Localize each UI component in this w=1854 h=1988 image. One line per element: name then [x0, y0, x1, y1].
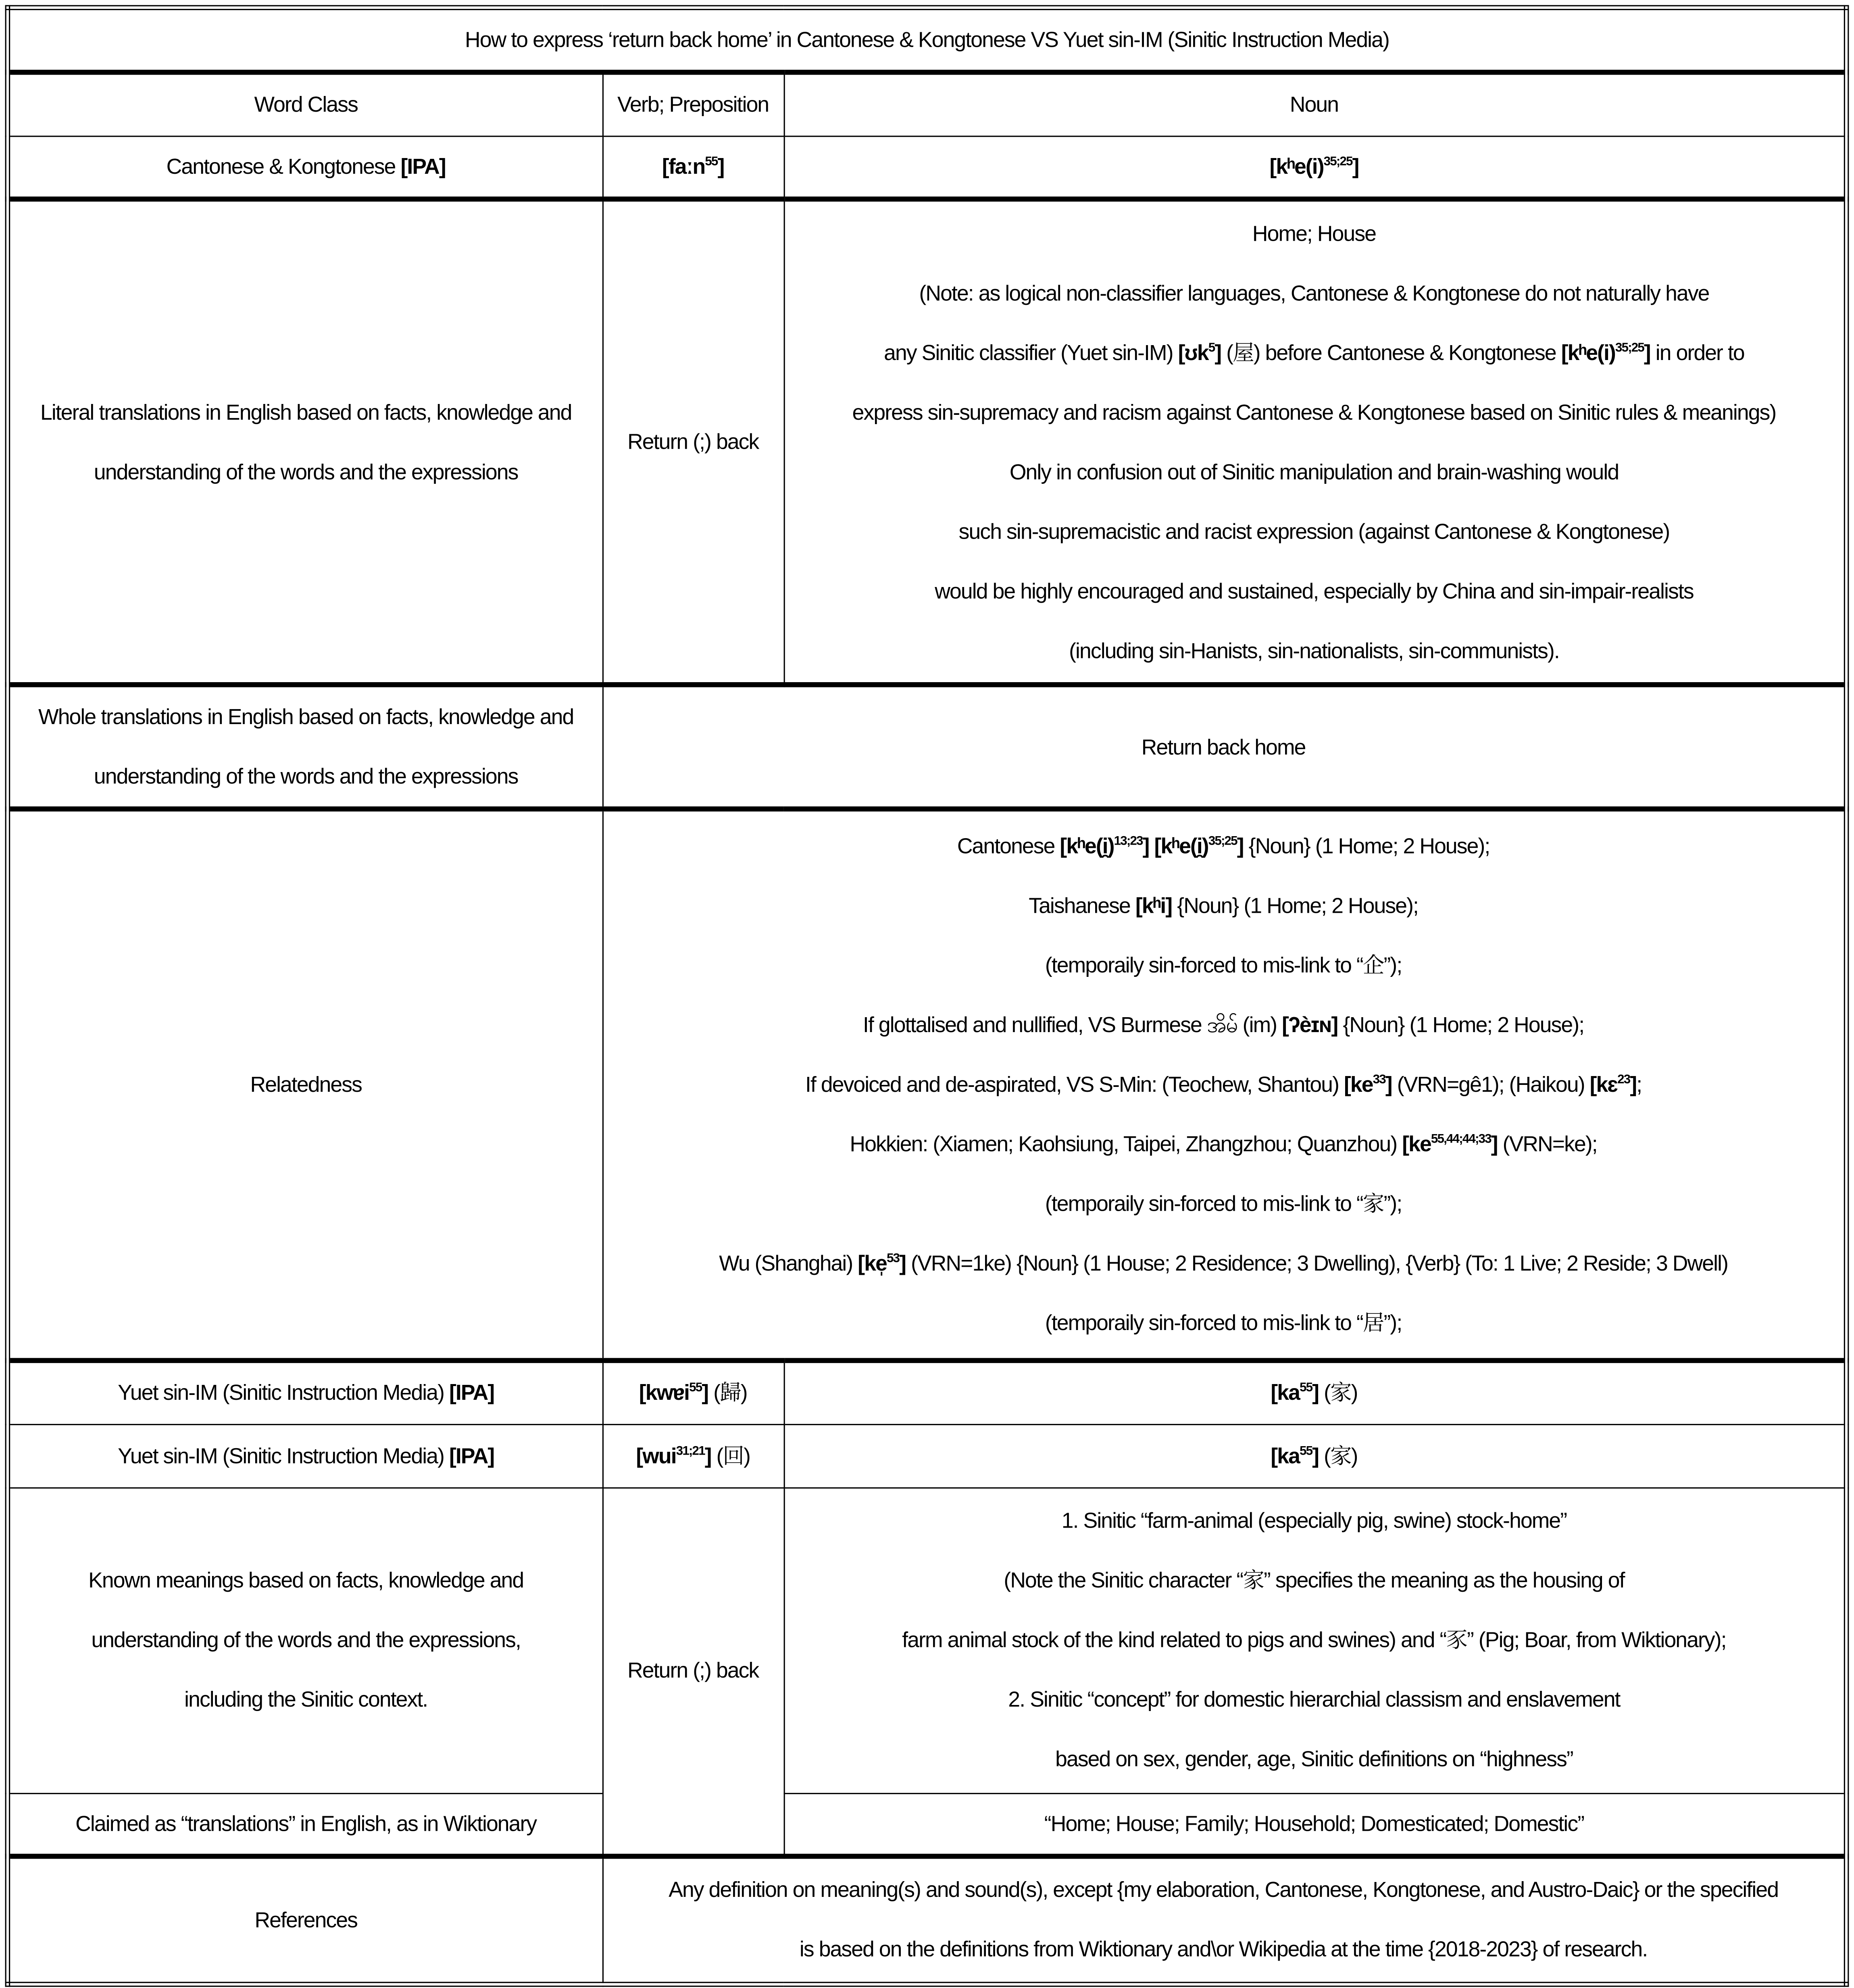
- text-line: [12, 1055, 599, 1115]
- known-verb: [602, 1487, 784, 1856]
- text-segment: understanding of the words and the expressions: [94, 460, 518, 484]
- yuet1-noun: [784, 1361, 1847, 1424]
- text-line: [606, 1234, 1842, 1293]
- literal-noun: [784, 199, 1847, 685]
- cantonese-ipa-label: [8, 136, 602, 199]
- text-segment: (Note the Sinitic character “家” specifies the meaning as the housing of: [1004, 1568, 1625, 1593]
- ipa-text: [kɛ: [1589, 1072, 1618, 1097]
- text-segment: (VRN=1ke) {Noun} (1 House; 2 Residence; 3 Dwelling), {Verb} (To: 1 Live; 2 Reside; 3 Dwell): [906, 1251, 1728, 1276]
- claimed-label: [8, 1793, 602, 1856]
- ipa-tone: [1208, 834, 1237, 858]
- text-line: [12, 442, 599, 502]
- text-line: [787, 204, 1841, 263]
- ipa-text: [kʰe(i): [1269, 154, 1324, 179]
- yuet1-verb: [602, 1361, 784, 1424]
- references-label: [8, 1856, 602, 1984]
- text-line: [787, 1610, 1841, 1670]
- known-noun: [784, 1487, 1847, 1793]
- text-line: [606, 876, 1842, 936]
- cantonese-ipa-row: [8, 136, 1846, 199]
- text-segment: Cantonese: [957, 834, 1060, 859]
- ipa-tone: [1617, 1073, 1630, 1097]
- text-segment: (Note: as logical non-classifier languages, Cantonese & Kongtonese do not naturally have: [919, 281, 1709, 305]
- text-line: [787, 502, 1841, 561]
- yuet1-label: [8, 1361, 602, 1424]
- ipa-text: ]: [1630, 1072, 1637, 1097]
- text-segment: Cantonese & Kongtonese: [166, 154, 401, 179]
- tone-superscript: 53: [886, 1252, 900, 1266]
- text-segment: Home; House: [1252, 221, 1376, 246]
- known-meanings-row: [8, 1487, 1846, 1793]
- text-segment: (家): [1319, 1443, 1358, 1468]
- ipa-text: ]: [1312, 1381, 1319, 1405]
- text-segment: Whole translations in English based on facts, knowledge and: [38, 705, 574, 729]
- text-segment: “Home; House; Family; Household; Domesticated; Domestic”: [1044, 1811, 1584, 1836]
- text-line: [12, 1890, 599, 1950]
- text-line: [787, 1670, 1841, 1730]
- ipa-text: [IPA]: [449, 1443, 494, 1468]
- ipa-text: [kwɐi: [639, 1381, 690, 1405]
- yuet2-label: [8, 1424, 602, 1487]
- ipa-text: ]: [1214, 340, 1221, 365]
- text-segment: (屋) before Cantonese & Kongtonese: [1221, 340, 1561, 365]
- text-segment: understanding of the words and the expressions: [94, 764, 518, 789]
- ipa-text: [faːn: [662, 154, 705, 179]
- text-segment: including the Sinitic context.: [184, 1687, 428, 1712]
- text-segment: {Noun} (1 Home; 2 House);: [1172, 894, 1419, 918]
- literal-verb: [602, 199, 784, 685]
- text-segment: Return (;) back: [627, 430, 759, 454]
- whole-label: [8, 685, 602, 809]
- text-line: [12, 1551, 599, 1610]
- ipa-text: ]: [1237, 834, 1244, 859]
- cantonese-ipa-noun: [784, 136, 1847, 199]
- yuet2-noun: [784, 1424, 1847, 1487]
- tone-superscript: 55: [689, 1381, 702, 1396]
- tone-superscript: 31;21: [676, 1444, 705, 1458]
- tone-superscript: 23: [1617, 1073, 1630, 1087]
- ipa-text: [kʰe(i̯): [1060, 834, 1114, 859]
- text-line: [787, 1491, 1841, 1551]
- relatedness-row: [8, 809, 1846, 1361]
- text-segment: express sin-supremacy and racism against Cantonese & Kongtonese based on Sinitic rules & meanings): [852, 400, 1776, 425]
- ipa-text: ]: [1312, 1443, 1319, 1468]
- text-line: [787, 382, 1841, 442]
- ipa-tone: [1324, 154, 1352, 179]
- tone-superscript: 35;25: [1615, 341, 1644, 355]
- text-segment: (temporaily sin-forced to mis-link to “居”);: [1045, 1311, 1402, 1335]
- header-verb: Verb; Preposition: [602, 72, 784, 135]
- ipa-text: [ka: [1271, 1381, 1300, 1405]
- text-segment: (temporaily sin-forced to mis-link to “家”);: [1045, 1192, 1402, 1216]
- text-segment: (VRN=gê1); (Haikou): [1392, 1072, 1590, 1097]
- tone-superscript: 13;23: [1114, 835, 1143, 849]
- ipa-text: [kʰi]: [1135, 894, 1172, 918]
- ipa-text: ]: [702, 1381, 708, 1405]
- text-line: [606, 1920, 1842, 1980]
- ipa-text: [IPA]: [400, 154, 446, 179]
- yuet-ipa-row-1: [8, 1361, 1846, 1424]
- tone-superscript: 55: [1300, 1444, 1312, 1458]
- ipa-tone: [1615, 340, 1644, 364]
- text-line: [606, 995, 1842, 1055]
- header-noun: Noun: [784, 72, 1847, 135]
- ipa-text: [ʔèɪɴ]: [1282, 1013, 1338, 1037]
- text-line: [12, 1794, 599, 1853]
- text-segment: (家): [1319, 1381, 1358, 1405]
- ipa-tone: [887, 1251, 899, 1276]
- text-segment: (VRN=ke);: [1497, 1132, 1597, 1157]
- text-segment: Yuet sin-IM (Sinitic Instruction Media): [118, 1443, 449, 1468]
- ipa-tone: [1300, 1444, 1312, 1468]
- text-line: [787, 620, 1841, 680]
- text-line: [12, 687, 599, 747]
- text-segment: based on sex, gender, age, Sinitic definitions on “highness”: [1055, 1747, 1573, 1772]
- ipa-tone: [1373, 1073, 1385, 1097]
- text-segment: farm animal stock of the kind related to pigs and swines) and “豕” (Pig; Boar, from Wiktionary);: [902, 1628, 1726, 1652]
- text-line: [787, 1551, 1841, 1610]
- comparison-table: [5, 5, 1849, 1986]
- text-line: [606, 1114, 1842, 1174]
- text-segment: 2. Sinitic “concept” for domestic hierarchial classism and enslavement: [1008, 1687, 1620, 1712]
- text-segment: would be highly encouraged and sustained, especially by China and sin-impair-realists: [935, 579, 1694, 603]
- ipa-tone: [1300, 1381, 1312, 1405]
- header-row: [8, 72, 1846, 135]
- text-line: [606, 816, 1842, 876]
- tone-superscript: 55,44;44;33: [1431, 1132, 1491, 1147]
- text-line: [606, 412, 781, 472]
- text-segment: Wu (Shanghai): [719, 1251, 858, 1276]
- text-line: [787, 561, 1841, 621]
- text-line: [787, 323, 1841, 382]
- text-segment: {Noun} (1 Home; 2 House);: [1337, 1013, 1584, 1037]
- text-line: [12, 1610, 599, 1670]
- text-segment: (temporaily sin-forced to mis-link to “企”);: [1045, 953, 1402, 978]
- ipa-text: [ke: [1402, 1132, 1431, 1157]
- whole-value: [602, 685, 1846, 809]
- whole-row: [8, 685, 1846, 809]
- text-segment: Return (;) back: [627, 1658, 759, 1683]
- tone-superscript: 35;25: [1323, 154, 1352, 169]
- relatedness-value: [602, 809, 1846, 1361]
- references-value: [602, 1856, 1846, 1984]
- known-label: [8, 1487, 602, 1793]
- text-segment: is based on the definitions from Wiktionary and\or Wikipedia at the time {2018-2023} of research.: [799, 1937, 1648, 1962]
- claimed-row: [8, 1793, 1846, 1856]
- ipa-text: [IPA]: [449, 1381, 494, 1405]
- text-line: [606, 1641, 781, 1701]
- table-title: How to express ‘return back home’ in Cantonese & Kongtonese VS Yuet sin-IM (Sinitic Instruction Media): [8, 8, 1846, 72]
- text-segment: Yuet sin-IM (Sinitic Instruction Media): [118, 1381, 449, 1405]
- text-line: [606, 717, 1842, 776]
- text-segment: in order to: [1650, 340, 1744, 365]
- text-line: [787, 263, 1841, 323]
- text-line: [12, 1670, 599, 1730]
- text-segment: Hokkien: (Xiamen; Kaohsiung, Taipei, Zhangzhou; Quanzhou): [850, 1132, 1402, 1157]
- text-segment: Only in confusion out of Sinitic manipulation and brain-washing would: [1009, 460, 1619, 484]
- ipa-text: ]: [717, 154, 724, 179]
- text-line: [606, 1860, 1842, 1920]
- tone-superscript: 35;25: [1208, 835, 1237, 849]
- ipa-text: [ka: [1271, 1443, 1300, 1468]
- text-segment: (歸): [708, 1381, 747, 1405]
- literal-label: [8, 199, 602, 685]
- text-line: [787, 1794, 1841, 1853]
- text-segment: such sin-supremacistic and racist expression (against Cantonese & Kongtonese): [958, 519, 1670, 543]
- ipa-tone: [705, 154, 717, 179]
- text-segment: (回): [711, 1443, 750, 1468]
- ipa-tone: [676, 1444, 705, 1468]
- cantonese-ipa-verb: [602, 136, 784, 199]
- tone-superscript: 55: [1300, 1381, 1312, 1396]
- text-line: [606, 1055, 1842, 1115]
- tone-superscript: 33: [1373, 1073, 1385, 1087]
- text-segment: Relatedness: [250, 1072, 362, 1097]
- text-line: [606, 936, 1842, 995]
- text-segment: any Sinitic classifier (Yuet sin-IM): [884, 340, 1178, 365]
- ipa-text: [ke: [1344, 1072, 1373, 1097]
- ipa-text: ]: [704, 1443, 711, 1468]
- ipa-text: ]: [1491, 1132, 1498, 1157]
- tone-superscript: 5: [1208, 341, 1215, 355]
- header-word-class: Word Class: [8, 72, 602, 135]
- text-line: [12, 747, 599, 806]
- text-segment: (including sin-Hanists, sin-nationalists, sin-communists).: [1069, 638, 1559, 663]
- text-segment: Known meanings based on facts, knowledge and: [88, 1568, 524, 1593]
- text-segment: If glottalised and nullified, VS Burmese အိမ် (im): [863, 1013, 1282, 1037]
- text-segment: understanding of the words and the expressions,: [91, 1628, 521, 1652]
- relatedness-label: [8, 809, 602, 1361]
- references-row: [8, 1856, 1846, 1984]
- yuet2-verb: [602, 1424, 784, 1487]
- text-line: [787, 442, 1841, 502]
- text-line: [606, 1174, 1842, 1234]
- ipa-text: [kʰe(i): [1561, 340, 1615, 365]
- text-segment: 1. Sinitic “farm-animal (especially pig, swine) stock-home”: [1061, 1509, 1567, 1533]
- text-segment: {Noun} (1 Home; 2 House);: [1243, 834, 1490, 859]
- ipa-text: ]: [1385, 1072, 1392, 1097]
- ipa-text: ]: [1644, 340, 1650, 365]
- text-segment: ;: [1636, 1072, 1642, 1097]
- literal-row: [8, 199, 1846, 685]
- claimed-noun: [784, 1793, 1847, 1856]
- text-segment: If devoiced and de-aspirated, VS S-Min: (Teochew, Shantou): [805, 1072, 1344, 1097]
- text-segment: Taishanese: [1029, 894, 1135, 918]
- text-line: [606, 1293, 1842, 1353]
- ipa-text: ]: [899, 1251, 906, 1276]
- text-line: [12, 382, 599, 442]
- text-segment: Claimed as “translations” in English, as in Wiktionary: [75, 1811, 537, 1836]
- ipa-text: [wui: [636, 1443, 676, 1468]
- yuet-ipa-row-2: [8, 1424, 1846, 1487]
- text-segment: Any definition on meaning(s) and sound(s), except {my elaboration, Cantonese, Kongtonese, and Austro-Daic} or the specified: [669, 1878, 1779, 1902]
- ipa-tone: [1431, 1132, 1491, 1156]
- text-line: [787, 1730, 1841, 1789]
- text-segment: References: [254, 1907, 358, 1932]
- ipa-text: ]: [1352, 154, 1359, 179]
- ipa-tone: [689, 1381, 702, 1405]
- ipa-text: ] [kʰe(i̯): [1142, 834, 1208, 859]
- text-segment: Literal translations in English based on facts, knowledge and: [40, 400, 572, 425]
- ipa-text: [ʊk: [1178, 340, 1208, 365]
- title-row: [8, 8, 1846, 72]
- text-segment: Return back home: [1141, 735, 1306, 759]
- ipa-tone: [1208, 340, 1215, 364]
- ipa-text: [ke̩: [858, 1251, 887, 1276]
- tone-superscript: 55: [705, 154, 718, 169]
- ipa-tone: [1114, 834, 1143, 858]
